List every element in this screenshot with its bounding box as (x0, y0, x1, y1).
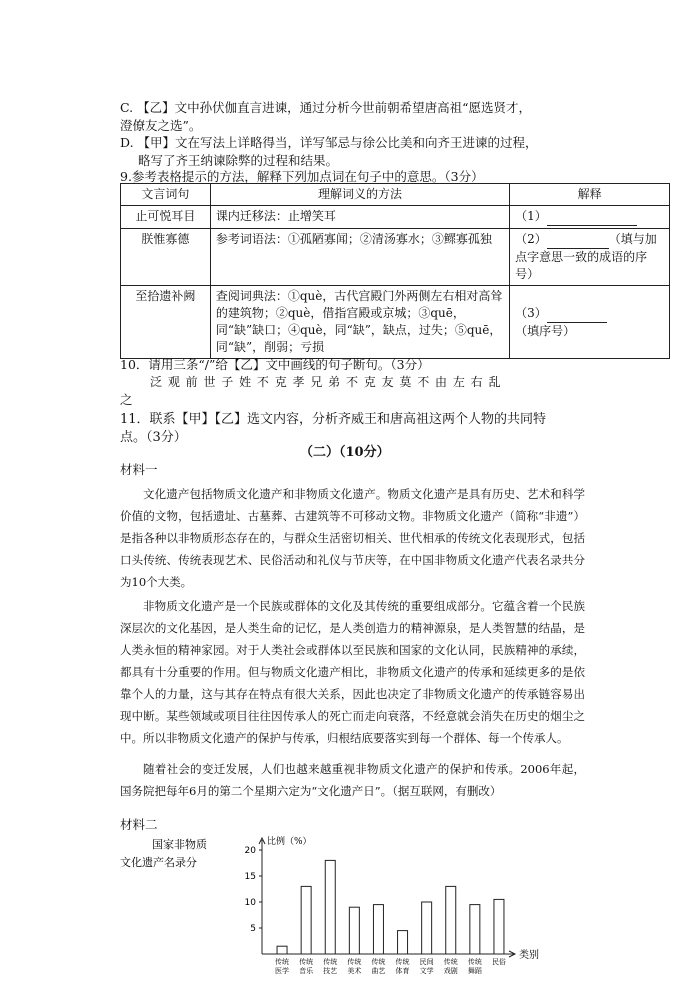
material-1-paragraph-3: 随着社会的变迁发展，人们也越来越重视非物质文化遗产的保护和传承。2006年起，国务院把每年6月的第二个星期六定为“文化遗产日”。（据互联网，有删改） (120, 762, 585, 798)
table-header-row (121, 184, 670, 206)
x-tick-label: 戏剧 (443, 967, 458, 975)
bar (494, 899, 504, 954)
x-tick-label: 舞蹈 (467, 967, 482, 975)
x-tick-label: 音乐 (299, 967, 314, 975)
chart-title-line1: 国家非物质 (152, 838, 207, 851)
row3-answer-suffix: （填序号） (515, 323, 576, 338)
question-11-line2: 点。（3分） (120, 430, 187, 445)
question-11-line1: 11．联系【甲】【乙】选文内容，分析齐威王和唐高祖这两个人物的共同特 (120, 412, 547, 427)
question-10-sentence: 泛 观 前 世 子 姓 不 克 孝 兄 弟 不 克 友 莫 不 由 左 右 乱 (150, 375, 502, 389)
bar (373, 905, 383, 954)
x-tick-label: 医学 (275, 967, 290, 975)
x-tick-label: 传统 (347, 958, 362, 966)
chart-title-line2: 文化遗产名录分 (120, 856, 197, 869)
x-tick-label: 传统 (443, 958, 458, 966)
q9-table (120, 183, 670, 359)
x-tick-label: 传统 (275, 958, 290, 966)
option-c-line1: C. 【乙】文中孙伏伽直言进谏，通过分析今世前朝希望唐高祖“愿选贤才， (120, 100, 531, 115)
row3-answer[interactable] (510, 286, 670, 359)
row1-answer-prefix: （1） (515, 209, 547, 223)
row1-phrase: 止可悦耳目 (121, 206, 211, 229)
row3-phrase: 至拾遗补阙 (121, 286, 211, 359)
question-9-prompt: 9.参考表格提示的方法，解释下列加点词在句子中的意思。（3分） (120, 169, 484, 184)
material-1-paragraph-1: 文化遗产包括物质文化遗产和非物质文化遗产。物质文化遗产是具有历史、艺术和科学价值的文物，包括遗址、古墓葬、古建筑等不可移动文物。非物质文化遗产（简称“非遗”）是指各种以非物质形态存在的，与群众生活密切相关、世代相承的传统文化表现形式，包括口头传统、传统表现艺术、民俗活动和礼仪与节庆等，在中国非物质文化遗产代表名录共分为10个大类。 (120, 487, 585, 589)
answer-blank-1[interactable] (547, 208, 637, 226)
answer-blank-2[interactable] (547, 231, 609, 249)
x-tick-label: 传统 (467, 958, 482, 966)
x-tick-label: 文学 (419, 967, 434, 975)
row3-answer-prefix: （3） (515, 305, 547, 320)
material-1-label: 材料一 (120, 462, 158, 477)
row3-method: 查阅词典法：①què，古代宫殿门外两侧左右相对高耸的建筑物；②què，借指宫殿或京城；③quē，同“缺”缺口；④què，同“缺”，缺点，过失；⑤quē，同“缺”，削弱；亏损 (210, 286, 509, 359)
y-tick-label: 15 (244, 872, 256, 882)
x-tick-label: 体育 (395, 967, 410, 975)
bar (325, 860, 335, 954)
question-10-sentence-end: 之 (120, 392, 133, 407)
table-row (121, 229, 670, 286)
option-d-line2: 略写了齐王纳谏除弊的过程和结果。 (138, 153, 339, 168)
x-tick-label: 技艺 (323, 967, 338, 975)
x-tick-label: 传统 (323, 958, 338, 966)
option-d-line1: D. 【甲】文在写法上详略得当，详写邹忌与徐公比美和向齐王进谏的过程， (120, 135, 538, 150)
row2-answer-suffix: （填与加点字意思一致的成语的序号） (515, 232, 657, 281)
x-tick-label: 民俗 (491, 958, 506, 966)
section-title: （二）（10分） (300, 445, 390, 460)
x-tick-label: 曲艺 (371, 967, 386, 975)
y-tick-label: 20 (244, 846, 256, 856)
bar (422, 902, 432, 954)
x-tick-label: 传统 (299, 958, 314, 966)
x-tick-label: 美术 (347, 967, 362, 975)
row1-answer[interactable] (510, 206, 670, 229)
option-c-line2: 澄僚友之选”。 (120, 118, 202, 133)
x-tick-label: 民间 (419, 958, 434, 966)
x-tick-label: 传统 (371, 958, 386, 966)
x-tick-label: 传统 (395, 958, 410, 966)
material-2-label: 材料二 (120, 817, 158, 832)
table-header-answer: 解释 (510, 184, 670, 206)
table-row (121, 286, 670, 359)
answer-blank-3[interactable] (547, 305, 607, 323)
x-axis-label: 类别 (519, 950, 539, 961)
row2-answer-prefix: （2） (515, 232, 547, 246)
bar-chart (120, 826, 580, 976)
table-header-phrase: 文言词句 (121, 184, 211, 206)
row2-method: 参考词语法：①孤陋寡闻；②清汤寡水；③鳏寡孤独 (210, 229, 509, 286)
row2-phrase: 朕惟寡德 (121, 229, 211, 286)
bar (446, 886, 456, 954)
y-tick-label: 10 (244, 898, 256, 908)
bar (301, 886, 311, 954)
question-10-prompt: 10．请用三条“/”给【乙】文中画线的句子断句。（3分） (120, 357, 430, 372)
table-header-method: 理解词义的方法 (210, 184, 509, 206)
y-tick-label: 5 (250, 924, 256, 934)
bar (349, 907, 359, 954)
bar (277, 946, 287, 954)
bar (398, 931, 408, 954)
material-1-paragraph-2: 非物质文化遗产是一个民族或群体的文化及其传统的重要组成部分。它蕴含着一个民族深层次的文化基因，是人类生命的记忆，是人类创造力的精神源泉，是人类智慧的结晶，是人类永恒的精神家园。对于人类社会或群体以至民族和国家的文化认同，民族精神的承续，都具有十分重要的作用。但与物质文化遗产相比，非物质文化遗产的传承和延续更多的是依靠个人的力量，这与其存在特点有很大关系，因此也决定了非物质文化遗产的传承链容易出现中断。某些领域或项目往往因传承人的死亡而走向衰落，不经意就会消失在历史的烟尘之中。所以非物质文化遗产的保护与传承，归根结底要落实到每一个群体、每一个传承人。 (120, 599, 585, 745)
row2-answer[interactable] (510, 229, 670, 286)
table-row (121, 206, 670, 229)
y-axis-label: 比例（%） (267, 837, 312, 847)
row1-method: 课内迁移法：止增笑耳 (210, 206, 509, 229)
bar (470, 905, 480, 954)
